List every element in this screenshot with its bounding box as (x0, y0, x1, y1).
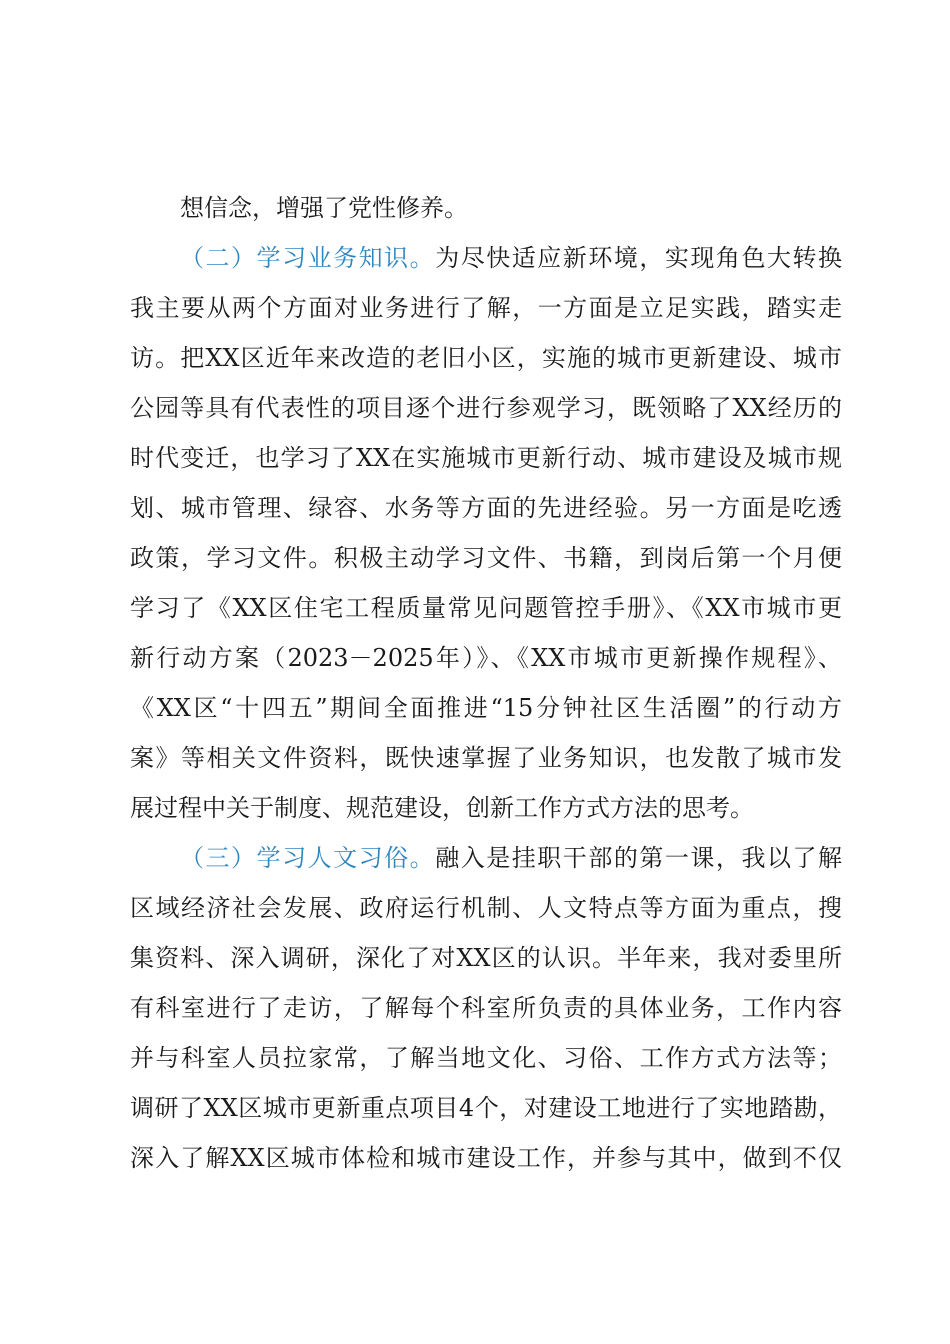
paragraph-line (130, 790, 754, 826)
paragraph-text: 学习了《XX区住宅工程质量常见问题管控手册》、《XX市城市更 (130, 594, 842, 622)
paragraph-text: 集资料、深入调研，深化了对XX区的认识。半年来，我对委里所 (130, 944, 842, 972)
paragraph-line (130, 340, 842, 376)
paragraph-text: 区域经济社会发展、政府运行机制、人文特点等方面为重点，搜 (130, 894, 842, 922)
paragraph-line (180, 190, 468, 226)
paragraph-text: 时代变迁，也学习了XX在实施城市更新行动、城市建设及城市规 (130, 444, 842, 472)
paragraph-text: 我主要从两个方面对业务进行了解，一方面是立足实践，踏实走 (130, 294, 842, 322)
paragraph-text: 想信念，增强了党性修养。 (180, 194, 468, 222)
paragraph-text: 展过程中关于制度、规范建设，创新工作方式方法的思考。 (130, 794, 754, 822)
paragraph-line (130, 640, 842, 676)
paragraph-line (130, 690, 842, 726)
paragraph-text: 政策，学习文件。积极主动学习文件、书籍，到岗后第一个月便 (130, 544, 842, 572)
paragraph-line (130, 290, 842, 326)
paragraph-line (130, 390, 842, 426)
paragraph-line (130, 1140, 842, 1176)
paragraph-text: 融入是挂职干部的第一课，我以了解 (435, 844, 843, 872)
paragraph-line (130, 740, 842, 776)
paragraph-text: 划、城市管理、绿容、水务等方面的先进经验。另一方面是吃透 (130, 494, 842, 522)
paragraph-text: 并与科室人员拉家常，了解当地文化、习俗、工作方式方法等； (130, 1044, 842, 1072)
section-heading: （三）学习人文习俗。 (180, 844, 436, 872)
paragraph-line (130, 440, 842, 476)
paragraph-line (130, 540, 842, 576)
paragraph-text: 案》等相关文件资料，既快速掌握了业务知识，也发散了城市发 (130, 744, 842, 772)
paragraph-line (130, 890, 842, 926)
paragraph-line (180, 240, 842, 276)
paragraph-text: 有科室进行了走访，了解每个科室所负责的具体业务，工作内容 (130, 994, 842, 1022)
paragraph-text: 访。把XX区近年来改造的老旧小区，实施的城市更新建设、城市 (130, 344, 842, 372)
paragraph-text: 公园等具有代表性的项目逐个进行参观学习，既领略了XX经历的 (130, 394, 842, 422)
paragraph-line (130, 1090, 842, 1126)
paragraph-line (130, 590, 842, 626)
paragraph-line (130, 940, 842, 976)
paragraph-text: 深入了解XX区城市体检和城市建设工作，并参与其中，做到不仅 (130, 1144, 842, 1172)
paragraph-text: 为尽快适应新环境，实现角色大转换 (435, 244, 843, 272)
paragraph-text: 新行动方案（2023－2025年）》、《XX市城市更新操作规程》、 (130, 644, 842, 672)
paragraph-line (130, 990, 842, 1026)
paragraph-line (130, 1040, 842, 1076)
paragraph-line (130, 490, 842, 526)
paragraph-line (180, 840, 842, 876)
paragraph-text: 调研了XX区城市更新重点项目4个，对建设工地进行了实地踏勘， (130, 1094, 842, 1122)
section-heading: （二）学习业务知识。 (180, 244, 436, 272)
paragraph-text: 《XX区“十四五”期间全面推进“15分钟社区生活圈”的行动方 (130, 694, 842, 722)
